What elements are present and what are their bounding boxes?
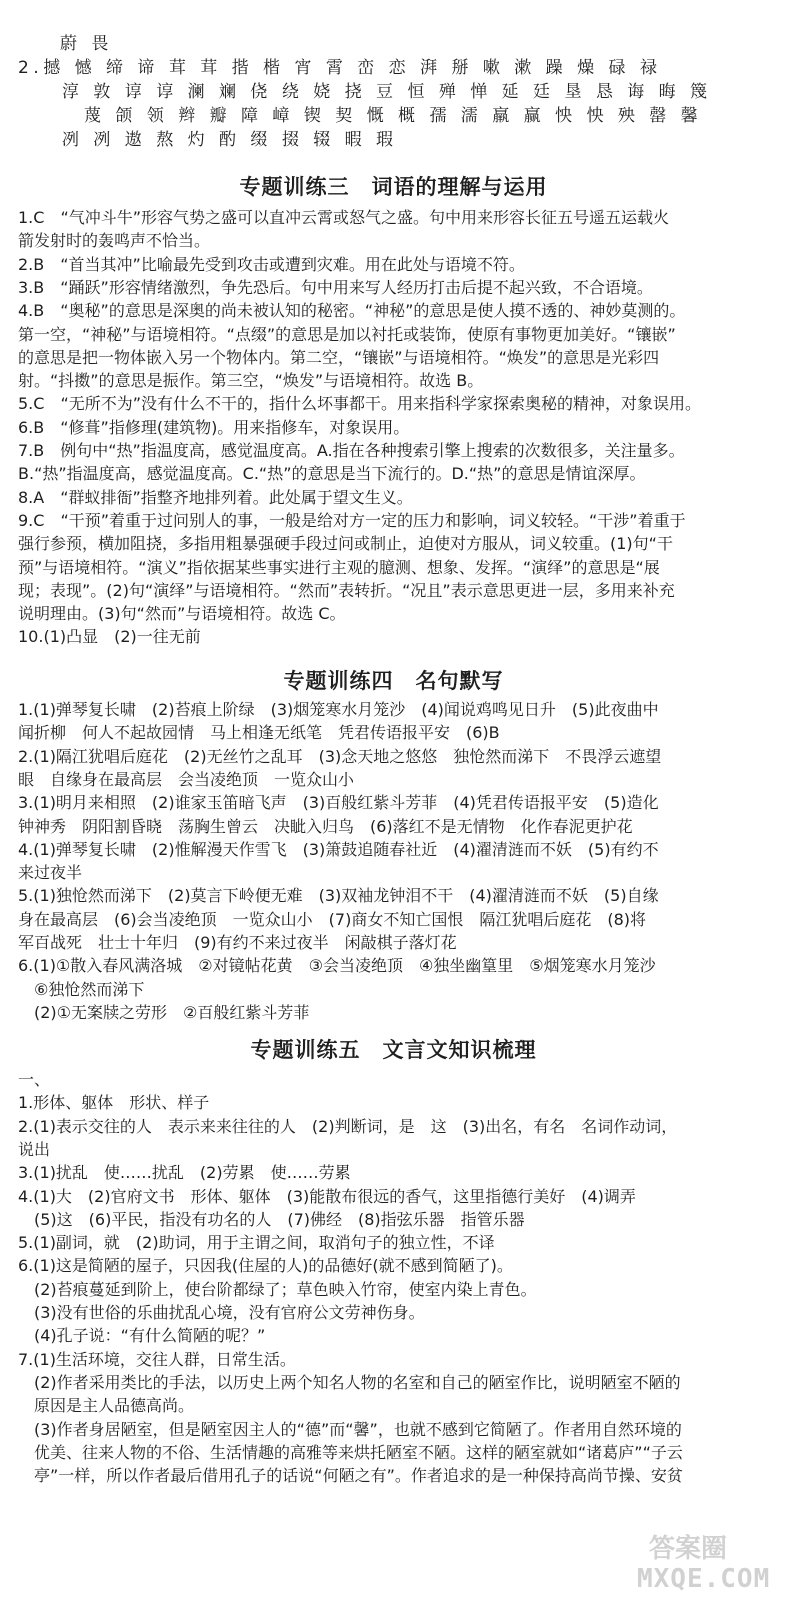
section4-line: 钟神秀 阴阳割昏晓 荡胸生曾云 决眦入归鸟 (6)落红不是无情物 化作春泥更护花 [18, 816, 633, 836]
watermark-logo [629, 1528, 779, 1598]
section4-line: 5.(1)独怆然而涕下 (2)莫言下岭便无难 (3)双袖龙钟泪不干 (4)濯清涟而不妖 (5)自缘 [18, 886, 659, 906]
char-row-2: 淳 敦 谆 谆 澜 斓 侥 绕 娆 挠 豆 恒 殚 惮 延 廷 垦 恳 诲 晦 篾 [62, 82, 712, 102]
section4-line: (2)①无案牍之劳形 ②百般红紫斗芳菲 [18, 1002, 310, 1022]
section3-line: 4.B “奥秘”的意思是深奥的尚未被认知的秘密。“神秘”的意思是使人摸不透的、神妙莫测的。 [18, 301, 686, 321]
section4-line: 军百战死 壮士十年归 (9)有约不来过夜半 闲敲棋子落灯花 [18, 933, 457, 952]
section3-line: 射。“抖擞”的意思是振作。第三空，“焕发”与语境相符。故选 B。 [18, 371, 484, 391]
section3-line: 5.C “无所不为”没有什么不干的，指什么坏事都干。用来指科学家探索奥秘的精神，对象误用。 [18, 394, 702, 414]
section5-line: (5)这 (6)平民，指没有功名的人 (7)佛经 (8)指弦乐器 指管乐器 [18, 1209, 525, 1229]
section3-line: B.“热”指温度高，感觉温度高。C.“热”的意思是当下流行的。D.“热”的意思是情谊深厚。 [18, 464, 646, 484]
section3-line: 10.(1)凸显 (2)一往无前 [18, 627, 201, 647]
section3-line: 现；表现”。(2)句“演绎”与语境相符。“然而”表转折。“况且”表示意思更进一层，多用来补充 [18, 580, 675, 600]
section3-line: 第一空，“神秘”与语境相符。“点缀”的意思是加以衬托或装饰，使原有事物更加美好。“镶嵌” [18, 324, 676, 344]
section5-line: 7.(1)生活环境，交往人群，日常生活。 [18, 1349, 296, 1369]
section4-line: 身在最高层 (6)会当凌绝顶 一览众山小 (7)商女不知亡国恨 隔江犹唱后庭花 (8)将 [18, 909, 646, 929]
section3-line: 2.B “首当其冲”比喻最先受到攻击或遭到灾难。用在此处与语境不符。 [18, 254, 525, 274]
section3-line: 1.C “气冲斗牛”形容气势之盛可以直冲云霄或怒气之盛。句中用来形容长征五号遥五运载火 [18, 208, 670, 227]
section3-line: 8.A “群蚁排衙”指整齐地排列着。此处属于望文生义。 [18, 487, 413, 507]
section5-line: 3.(1)扰乱 使……扰乱 (2)劳累 使……劳累 [18, 1163, 351, 1183]
section5-line: (2)作者采用类比的手法，以历史上两个知名人物的名室和自己的陋室作比，说明陋室不陋的 [18, 1372, 681, 1392]
char-row-3: 蔑 颌 领 辫 瓣 障 嶂 锲 契 慨 概 孺 濡 羸 赢 怏 怏 殃 罄 馨 [84, 106, 703, 126]
section4-line: 2.(1)隔江犹唱后庭花 (2)无丝竹之乱耳 (3)念天地之悠悠 独怆然而涕下 不畏浮云遮望 [18, 746, 662, 766]
section5-line: 说出 [18, 1139, 51, 1159]
char-row-4: 冽 冽 遨 熬 灼 酌 缀 掇 辍 暇 瑕 [62, 130, 398, 150]
section5-line: 4.(1)大 (2)官府文书 形体、躯体 (3)能散布很远的香气，这里指德行美好 (4)调弄 [18, 1186, 636, 1206]
section3-line: 箭发射时的轰鸣声不恰当。 [18, 231, 211, 251]
section3-line: 说明理由。(3)句“然而”与语境相符。故选 C。 [18, 604, 346, 624]
section3-title: 专题训练三 词语的理解与运用 [239, 175, 548, 199]
char-row-0: 蔚 畏 [60, 34, 113, 54]
section4-line: 1.(1)弹琴复长啸 (2)苔痕上阶绿 (3)烟笼寒水月笼沙 (4)闻说鸡鸣见日升 (5)此夜曲中 [18, 700, 659, 719]
section5-line: 1.形体、躯体 形状、样子 [18, 1093, 210, 1113]
section4-line: 闻折柳 何人不起故园情 马上相逢无纸笔 凭君传语报平安 (6)B [18, 723, 500, 743]
section4-line: 来过夜半 [18, 863, 83, 883]
watermark-top-text: 答案圈 [649, 1534, 728, 1564]
section5-line: (3)没有世俗的乐曲扰乱心境，没有官府公文劳神伤身。 [18, 1303, 425, 1322]
section5-line: (4)孔子说：“有什么简陋的呢？” [18, 1326, 266, 1346]
section4-line: 4.(1)弹琴复长啸 (2)惟解漫天作雪飞 (3)箫鼓追随春社近 (4)濯清涟而不妖 (5)有约不 [18, 839, 659, 859]
section5-line: 2.(1)表示交往的人 表示来来往往的人 (2)判断词，是 这 (3)出名，有名 名词作动词， [18, 1116, 678, 1136]
section5-line: 5.(1)副词，就 (2)助词，用于主谓之间，取消句子的独立性，不译 [18, 1233, 495, 1253]
section5-line: (3)作者身居陋室，但是陋室因主人的“德”而“馨”，也就不感到它简陋了。作者用自然环境的 [18, 1419, 682, 1439]
section4-line: 6.(1)①散入春风满洛城 ②对镜帖花黄 ③会当凌绝顶 ④独坐幽篁里 ⑤烟笼寒水月笼沙 [18, 956, 656, 976]
section5-line: 6.(1)这是简陋的屋子，只因我(住屋的人)的品德好(就不感到简陋了)。 [18, 1256, 513, 1276]
section4-title: 专题训练四 名句默写 [283, 669, 504, 693]
section3-line: 9.C “干预”着重于过问别人的事，一般是给对方一定的压力和影响，词义较轻。“干涉”着重于 [18, 510, 686, 530]
section3-line: 3.B “踊跃”形容情绪激烈，争先恐后。句中用来写人经历打击后提不起兴致，不合语境。 [18, 277, 653, 297]
section5-title: 专题训练五 文言文知识梳理 [250, 1038, 537, 1062]
section3-line: 7.B 例句中“热”指温度高，感觉温度高。A.指在各种搜索引擎上搜索的次数很多，关注量多。 [18, 441, 685, 460]
watermark-bottom-text: MXQE.COM [637, 1564, 771, 1594]
section3-line: 6.B “修葺”指修理(建筑物)。用来指修车，对象误用。 [18, 417, 410, 437]
section5-line: (2)苔痕蔓延到阶上，使台阶都绿了；草色映入竹帘，使室内染上青色。 [18, 1279, 537, 1299]
section4-line: 3.(1)明月来相照 (2)谁家玉笛暗飞声 (3)百般红紫斗芳菲 (4)凭君传语报平安 (5)造化 [18, 793, 659, 813]
section5-line: 一、 [18, 1070, 51, 1089]
section5-line: 优美、往来人物的不俗、生活情趣的高雅等来烘托陋室不陋。这样的陋室就如“诸葛庐”“子云 [18, 1442, 683, 1462]
section3-line: 预”与语境相符。“演义”指依据某些事实进行主观的臆测、想象、发挥。“演绎”的意思是“展 [18, 557, 660, 577]
section3-line: 的意思是把一物体嵌入另一个物体内。第二空，“镶嵌”与语境相符。“焕发”的意思是光彩四 [18, 347, 660, 367]
section4-line: 眼 自缘身在最高层 会当凌绝顶 一览众山小 [18, 769, 355, 789]
section5-line: 亭”一样，所以作者最后借用孔子的话说“何陋之有”。作者追求的是一种保持高尚节操、安贫 [18, 1466, 683, 1486]
section5-line: 原因是主人品德高尚。 [18, 1396, 195, 1416]
char-row-1: 2.撼 憾 缔 谛 茸 茸 揩 楷 宵 霄 峦 恋 湃 掰 嗽 漱 躁 燥 碌 禄 [18, 58, 662, 78]
section3-line: 强行参预，横加阻挠，多指用粗暴强硬手段过问或制止，迫使对方服从，词义较重。(1)句“干 [18, 534, 673, 554]
section4-line: ⑥独怆然而涕下 [18, 979, 145, 999]
